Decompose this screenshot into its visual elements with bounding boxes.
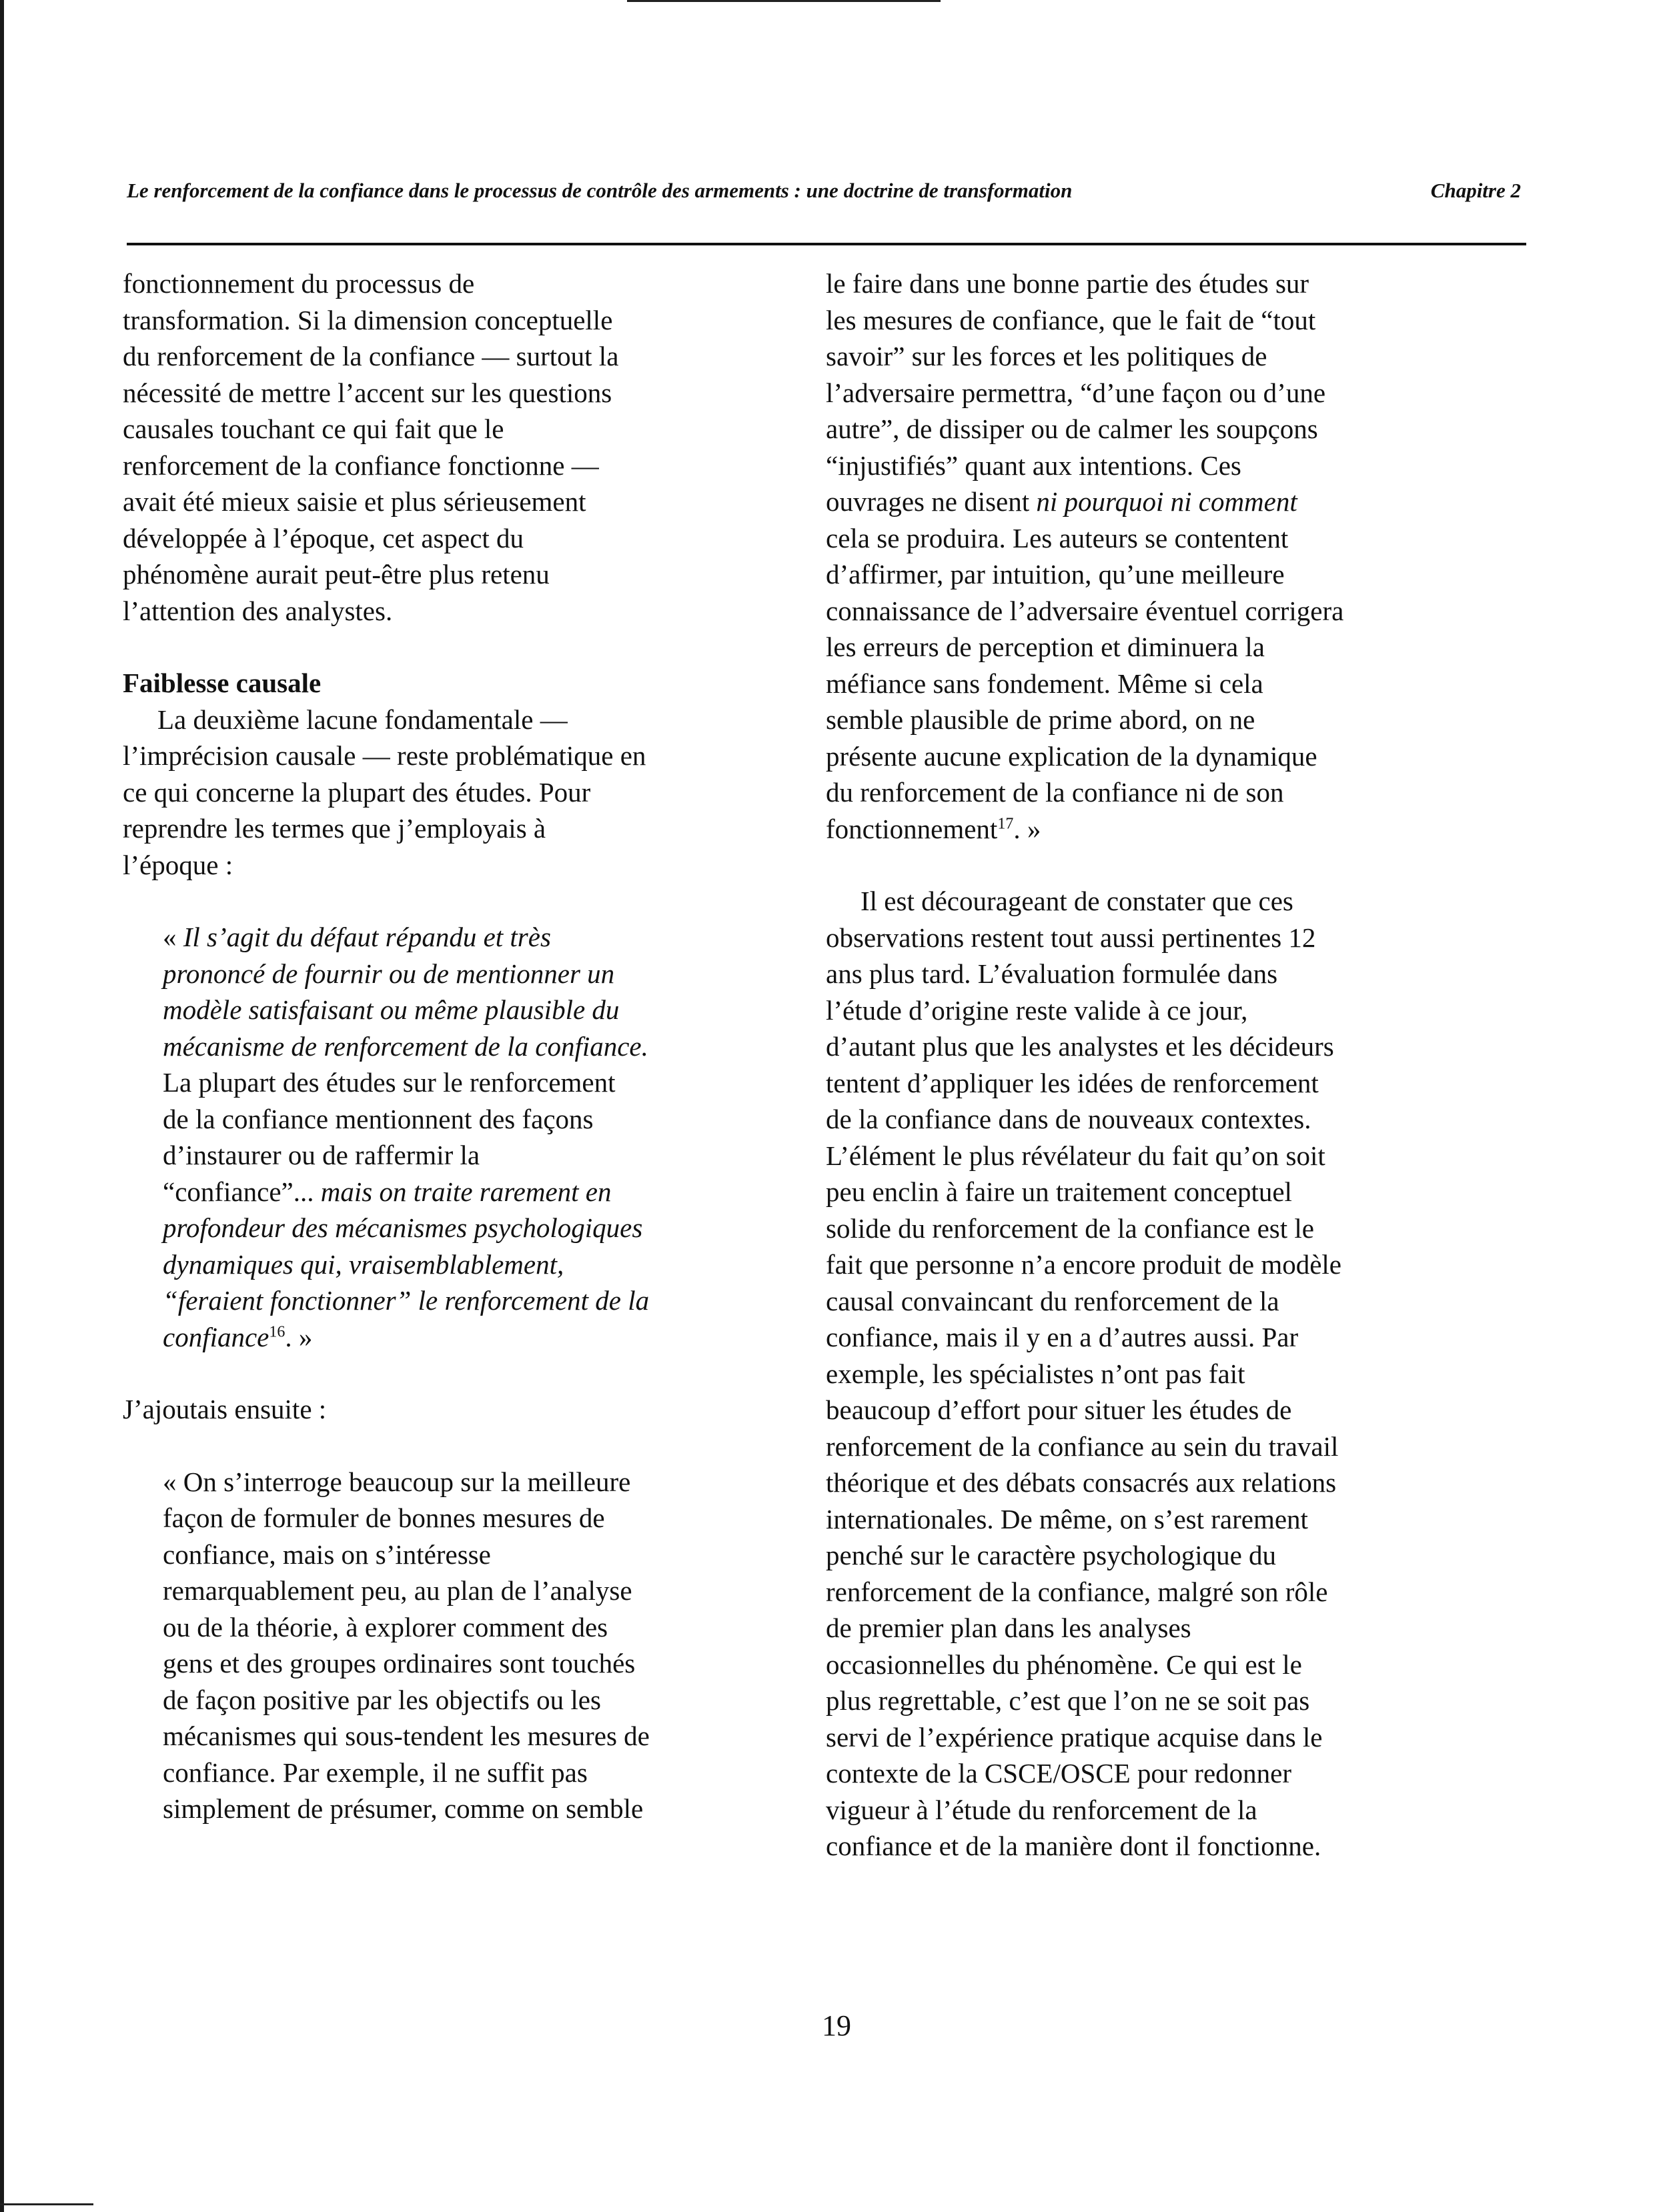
paragraph-intro-quote-2: J’ajoutais ensuite : <box>123 1394 327 1424</box>
block-quote-1: « Il s’agit du défaut répandu et très prononcé de fournir ou de mentionner un modèle satisfaisant ou même plausible du mécanisme de renforcement de la confiance. La plupart des études sur le renforcement de la confiance mentionnent des façons d’instaurer ou de raffermir la “confiance”... mais on traite rarement en profondeur des mécanismes psychologiques dynamiques qui, vraisemblablement, “feraient fonctionner” le renforcement de la confiance$^{16}$. » <box>163 922 650 1352</box>
scan-left-edge <box>0 0 4 2212</box>
page-number: 19 <box>822 2009 851 2042</box>
block-quote-2: « On s’interroge beaucoup sur la meilleure façon de formuler de bonnes mesures de confiance, mais on s’intéresse remarquablement peu, au plan de l’analyse ou de la théorie, à explorer comment des gens et des groupes ordinaires sont touchés de façon positive par les objectifs ou les mécanismes qui sous-tendent les mesures de confiance. Par exemple, il ne suffit pas simplement de présumer, comme on semble <box>163 1466 650 1824</box>
footnote-ref-17: 17 <box>997 814 1014 832</box>
paragraph-continuation: fonctionnement du processus de transformation. Si la dimension conceptuelle du renforcement de la confiance — surtout la nécessité de mettre l’accent sur les questions causales touchant ce qui fait que le renforcement de la confiance fonctionne — avait été mieux saisie et plus sérieusement développée à l’époque, cet aspect du phénomène aurait peut-être plus retenu l’attention des analystes. <box>123 268 619 626</box>
paragraph-assessment: Il est décourageant de constater que ces observations restent tout aussi pertinentes 12 ans plus tard. L’évaluation formulée dans l’étude d’origine reste valide à ce jour, d’autant plus que les analystes et les décideurs tentent d’appliquer les idées de renforcement de la confiance dans de nouveaux contextes. L’élément le plus révélateur du fait qu’on soit peu enclin à faire un traitement conceptuel solide du renforcement de la confiance est le fait que personne n’a encore produit de modèle causal convaincant du renforcement de la confiance, mais il y en a d’autres aussi. Par exemple, les spécialistes n’ont pas fait beaucoup d’effort pour situer les études de renforcement de la confiance au sein du travail théorique et des débats consacrés aux relations internationales. De même, on s’est rarement penché sur le caractère psychologique du renforcement de la confiance, malgré son rôle de premier plan dans les analyses occasionnelles du phénomène. Ce qui est le plus regrettable, c’est que l’on ne se soit pas servi de l’expérience pratique acquise dans le contexte de la CSCE/OSCE pour redonner vigueur à l’étude du renforcement de la confiance et de la manière dont il fonctionne. <box>826 886 1341 1861</box>
header-title: Le renforcement de la confiance dans le processus de contrôle des armements : une doctrine de transformation <box>127 179 1073 202</box>
left-column <box>123 265 736 1827</box>
running-header <box>127 179 1521 212</box>
section-heading: Faiblesse causale <box>123 668 322 698</box>
paragraph-causal-weakness: La deuxième lacune fondamentale — l’imprécision causale — reste problématique en ce qui concerne la plupart des études. Pour reprendre les termes que j’employais à l’époque : <box>123 704 646 880</box>
scan-top-line <box>627 0 941 2</box>
block-quote-2-continued: le faire dans une bonne partie des études sur les mesures de confiance, que le fait de “tout savoir” sur les forces et les politiques de l’adversaire permettra, “d’une façon ou d’une autre”, de dissiper ou de calmer les soupçons “injustifiés” quant aux intentions. Ces ouvrages ne disent ni pourquoi ni comment cela se produira. Les auteurs se contentent d’affirmer, par intuition, qu’une meilleure connaissance de l’adversaire éventuel corrigera les erreurs de perception et diminuera la méfiance sans fondement. Même si cela semble plausible de prime abord, on ne présente aucune explication de la dynamique du renforcement de la confiance ni de son fonctionnement$^{17}$. » <box>826 268 1344 844</box>
footnote-ref-16: 16 <box>269 1322 286 1340</box>
header-rule <box>127 243 1526 245</box>
scan-corner-line <box>0 2203 93 2205</box>
header-chapter: Chapitre 2 <box>1430 179 1521 202</box>
right-column <box>826 265 1466 1865</box>
